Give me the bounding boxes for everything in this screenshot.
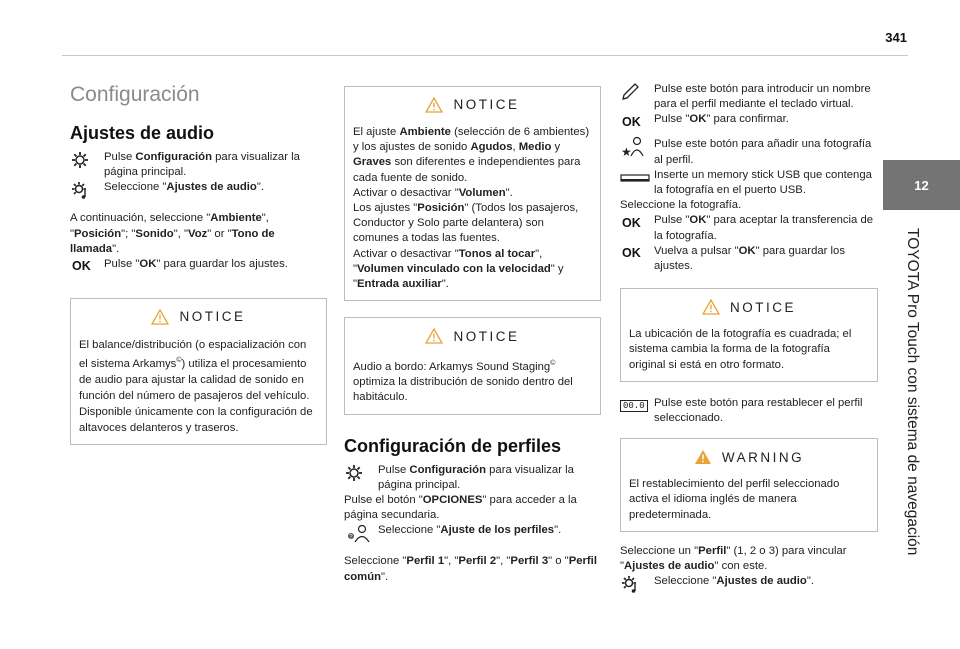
settings-gear-icon — [344, 464, 378, 482]
heading-audio-settings: Ajustes de audio — [70, 123, 215, 143]
warning-triangle-icon — [702, 299, 720, 315]
section-title: Configuración — [70, 83, 200, 106]
notice-title: NOTICE — [729, 299, 796, 315]
notice-box-settings: NOTICE El ajuste Ambiente (selección de 6 ambientes) y los ajustes de sonido Agudos, Medio y Graves son diferentes e independientes para cada fuente de sonido. Activar o desactivar "Volumen". Los ajustes "Posición" (Todos los pasajeros, Conductor y Solo parte delantera) son comunes a todas las fuentes. Activar o desactivar "Tonos al tocar", "Volumen vinculado con la velocidad" y "Entrada auxiliar". — [344, 86, 601, 301]
settings-audio-icon — [70, 181, 104, 199]
notice-title: NOTICE — [453, 328, 520, 344]
svg-text:?: ? — [349, 534, 353, 541]
chapter-tab: 12 — [883, 160, 960, 210]
step-save: OK Pulse "OK" para guardar los ajustes. — [72, 258, 288, 274]
column-right — [620, 82, 878, 593]
ok-icon: OK — [72, 259, 91, 274]
step-open-settings: Pulse Configuración para visualizar la página principal. — [344, 463, 601, 493]
step-save: OK Vuelva a pulsar "OK" para guardar los ajustes. — [622, 244, 845, 273]
warning-filled-icon — [694, 449, 712, 465]
column-middle — [344, 82, 601, 585]
ok-icon: OK — [622, 246, 641, 261]
header-divider — [62, 55, 908, 56]
step-confirm: OK Pulse "OK" para confirmar. — [622, 113, 789, 129]
ok-icon: OK — [622, 215, 641, 230]
heading-profiles: Configuración de perfiles — [344, 435, 562, 456]
ok-icon: OK — [622, 114, 641, 129]
usb-stick-icon — [620, 169, 654, 187]
notice-title: NOTICE — [453, 97, 520, 113]
step-audio-settings: Seleccione "Ajustes de audio". — [70, 180, 327, 199]
page-number: 341 — [885, 30, 907, 45]
notice-box: NOTICE El balance/distribución (o espacialización con el sistema Arkamys©) utiliza el procesamiento de audio para ajustar la calidad de sonido en función del número de pasajeros del vehículo. Disponible únicamente con la configuración de altavoces delanteros y traseros. — [70, 298, 327, 445]
step-photo: ★ Pulse este botón para añadir una fotografía al perfil. — [621, 138, 872, 166]
step-name: Pulse este botón para introducir un nombre para el perfil mediante el teclado virtual. — [620, 82, 878, 112]
settings-gear-icon — [70, 151, 104, 169]
notice-title: NOTICE — [179, 309, 246, 325]
column-left — [70, 82, 327, 457]
notice-box-photo: NOTICE La ubicación de la fotografía es cuadrada; el sistema cambia la forma de la fotografía original si está en otro formato. — [620, 288, 878, 382]
warning-title: WARNING — [721, 449, 805, 465]
svg-text:★: ★ — [621, 145, 632, 159]
warning-triangle-icon — [151, 309, 169, 325]
step-link-profile: Seleccione un "Perfil" (1, 2 o 3) para vincular "Ajustes de audio" con este. — [620, 544, 847, 573]
step-open-settings: Pulse Configuración para visualizar la página principal. — [70, 150, 327, 180]
pencil-icon — [620, 83, 654, 101]
step-profile-settings: ? Seleccione "Ajuste de los perfiles". — [344, 523, 601, 542]
profile-settings-icon — [344, 524, 378, 542]
step-options: Pulse el botón "OPCIONES" para acceder a la página secundaria. — [344, 494, 577, 522]
add-photo-profile-icon — [620, 138, 654, 159]
reset-icon: 00.0 — [620, 397, 654, 415]
sidebar-chapter-title: TOYOTA Pro Touch con sistema de navegación — [904, 228, 921, 556]
warning-box: WARNING El restablecimiento del perfil seleccionado activa el idioma inglés de manera predeterminada. — [620, 438, 878, 532]
warning-triangle-icon — [425, 328, 443, 344]
warning-triangle-icon — [425, 97, 443, 113]
step-select-profile: Seleccione "Perfil 1", "Perfil 2", "Perfil 3" o "Perfil común". — [344, 555, 597, 583]
step-reset: 00.0 Pulse este botón para restablecer el perfil seleccionado. — [620, 396, 878, 426]
step-select-photo: Seleccione la fotografía. — [620, 199, 742, 212]
step-select-options: A continuación, seleccione "Ambiente", "Posición"; "Sonido", "Voz" or "Tono de llamada". — [70, 212, 275, 255]
notice-box-arkamys: NOTICE Audio a bordo: Arkamys Sound Staging© optimiza la distribución de sonido dentro del habitáculo. — [344, 317, 601, 414]
step-accept-transfer: OK Pulse "OK" para aceptar la transferencia de la fotografía. — [622, 214, 874, 242]
step-usb: Inserte un memory stick USB que contenga la fotografía en el puerto USB. — [620, 168, 878, 198]
settings-audio-icon — [620, 575, 654, 593]
step-audio-settings: Seleccione "Ajustes de audio". — [620, 574, 878, 593]
